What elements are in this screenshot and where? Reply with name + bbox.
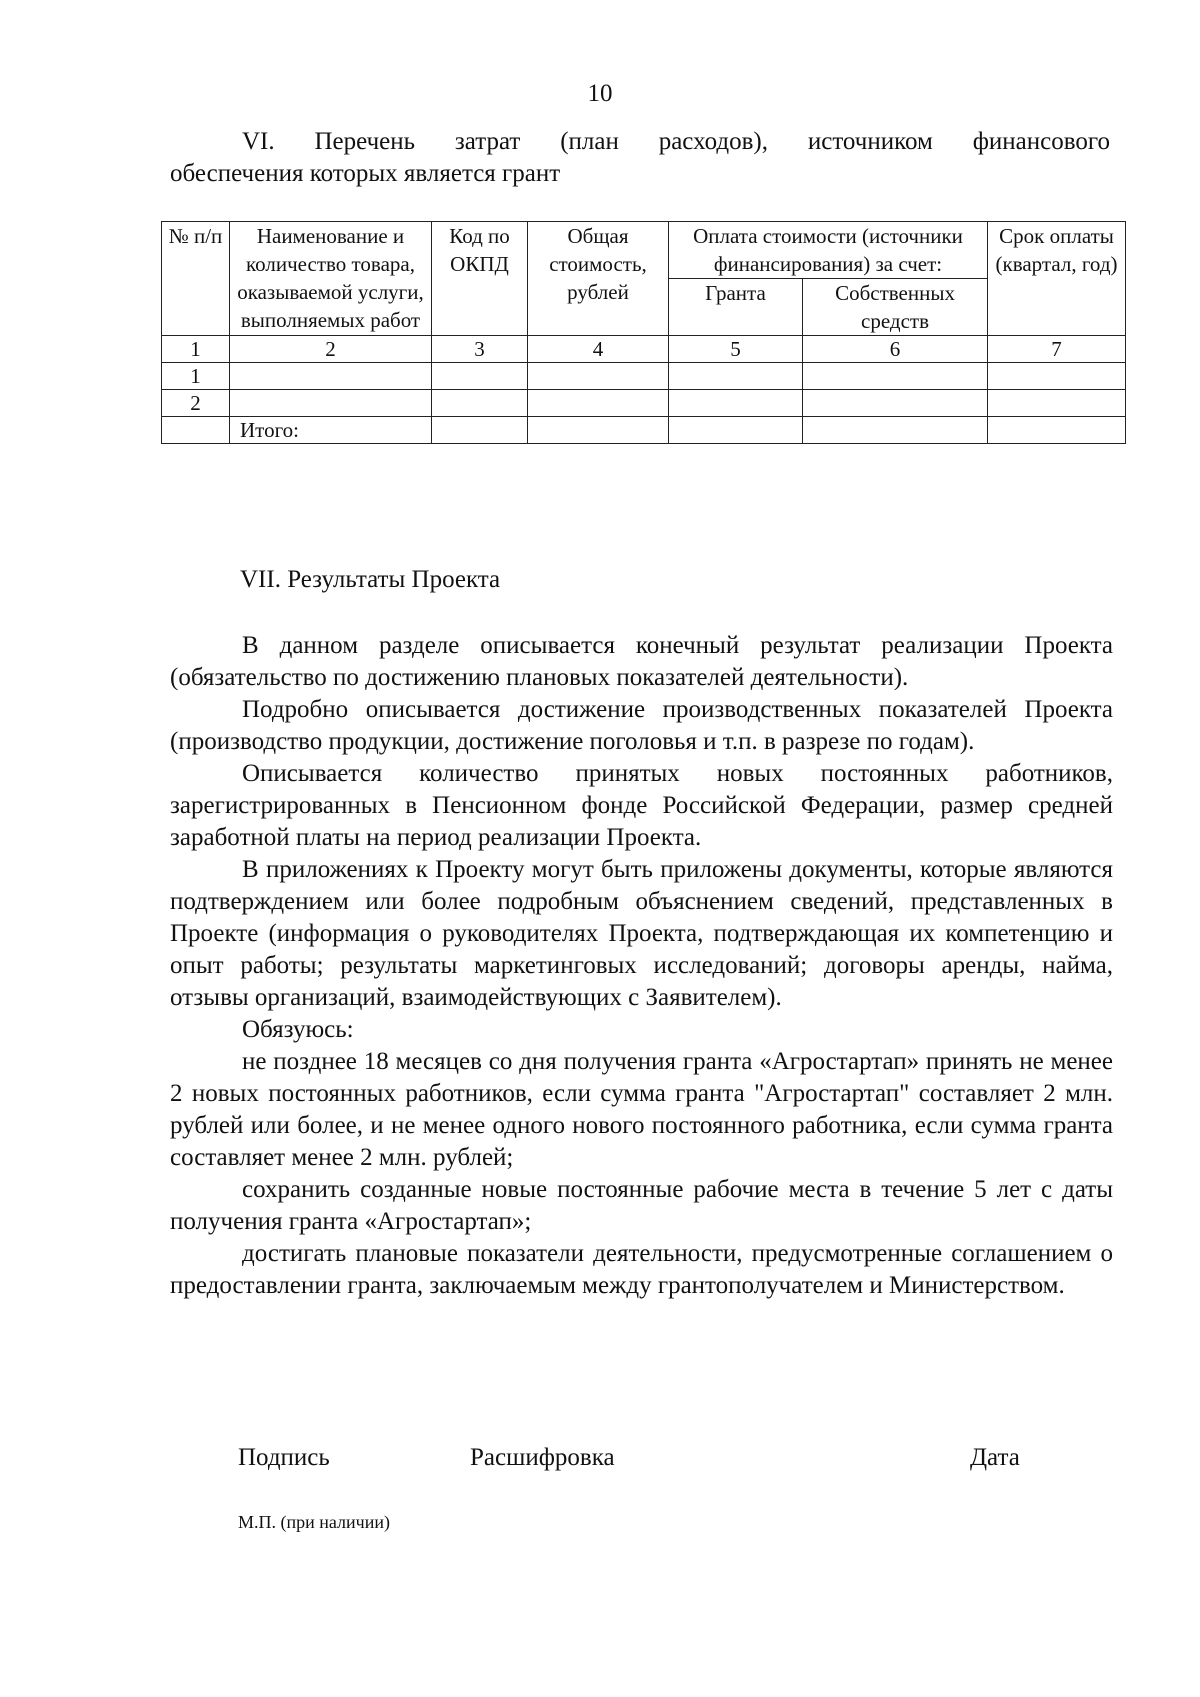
header-own: Собственных средств xyxy=(803,279,988,336)
table-header-row xyxy=(162,222,1126,279)
paragraph: достигать плановые показатели деятельности, предусмотренные соглашением о предоставлении гранта, заключаемым между грантополучателем и Министерством. xyxy=(170,1240,1113,1299)
header-num: № п/п xyxy=(162,222,230,336)
column-number: 1 xyxy=(162,336,230,363)
paragraph: В приложениях к Проекту могут быть приложены документы, которые являются подтверждением или более подробным объяснением сведений, представленных в Проекте (информация о руководителях Проекта, подтверждающая их компетенцию и опыт работы; результаты маркетинговых исследований; договоры аренды, найма, отзывы организаций, взаимодействующих с Заявителем). xyxy=(170,856,1113,1011)
page-number: 10 xyxy=(587,80,613,107)
row-num: 1 xyxy=(162,363,230,390)
column-number: 6 xyxy=(803,336,988,363)
section6-title xyxy=(170,126,1110,190)
row-name xyxy=(230,363,432,390)
cost-table xyxy=(161,221,1126,444)
table-total-row xyxy=(162,417,1126,444)
header-okpd: Код по ОКПД xyxy=(432,222,528,336)
table-cell xyxy=(432,417,528,444)
column-number: 4 xyxy=(528,336,669,363)
paragraph: Обязуюсь: xyxy=(242,1016,354,1043)
section6-title-line1: VI. Перечень затрат (план расходов), источником финансового xyxy=(242,128,1110,155)
paragraph: Подробно описывается достижение производственных показателей Проекта (производство продукции, достижение поголовья и т.п. в разрезе по годам). xyxy=(170,696,1113,755)
table-cell xyxy=(669,363,803,390)
section7-body xyxy=(170,630,1113,1302)
table-cell xyxy=(803,417,988,444)
table-cell xyxy=(432,390,528,417)
section7-title: VII. Результаты Проекта xyxy=(240,566,501,593)
table-cell xyxy=(988,417,1126,444)
section6-title-line2: обеспечения которых является грант xyxy=(170,160,561,187)
paragraph: сохранить созданные новые постоянные рабочие места в течение 5 лет с даты получения гранта «Агростартап»; xyxy=(170,1176,1113,1235)
table-cell xyxy=(803,363,988,390)
paragraph: не позднее 18 месяцев со дня получения гранта «Агростартап» принять не менее 2 новых постоянных работников, если сумма гранта "Агростартап" составляет 2 млн. рублей или более, и не менее одного нового постоянного работника, если сумма гранта составляет менее 2 млн. рублей; xyxy=(170,1048,1113,1171)
column-number: 7 xyxy=(988,336,1126,363)
table-cell xyxy=(528,417,669,444)
table-row xyxy=(162,390,1126,417)
table-cell xyxy=(669,417,803,444)
header-term: Срок оплаты (квартал, год) xyxy=(988,222,1126,336)
table-row xyxy=(162,363,1126,390)
column-number: 2 xyxy=(230,336,432,363)
table-cell xyxy=(988,363,1126,390)
row-name: Итого: xyxy=(230,417,432,444)
table-cell xyxy=(528,363,669,390)
column-number: 3 xyxy=(432,336,528,363)
column-number: 5 xyxy=(669,336,803,363)
column-number-row xyxy=(162,336,1126,363)
header-total: Общая стоимость, рублей xyxy=(528,222,669,336)
paragraph: Описывается количество принятых новых постоянных работников, зарегистрированных в Пенсионном фонде Российской Федерации, размер средней заработной платы на период реализации Проекта. xyxy=(170,760,1113,851)
row-name xyxy=(230,390,432,417)
signature-label: Подпись xyxy=(238,1444,330,1471)
paragraph: В данном разделе описывается конечный результат реализации Проекта (обязательство по достижению плановых показателей деятельности). xyxy=(170,632,1113,691)
header-grant: Гранта xyxy=(669,279,803,336)
table-cell xyxy=(528,390,669,417)
row-num xyxy=(162,417,230,444)
table-cell xyxy=(432,363,528,390)
table-cell xyxy=(803,390,988,417)
header-payment: Оплата стоимости (источники финансирования) за счет: xyxy=(669,222,988,279)
header-name: Наименование и количество товара, оказываемой услуги, выполняемых работ xyxy=(230,222,432,336)
table-cell xyxy=(669,390,803,417)
table-cell xyxy=(988,390,1126,417)
stamp-note: М.П. (при наличии) xyxy=(238,1512,390,1532)
row-num: 2 xyxy=(162,390,230,417)
date-label: Дата xyxy=(970,1444,1020,1471)
decode-label: Расшифровка xyxy=(470,1444,615,1471)
